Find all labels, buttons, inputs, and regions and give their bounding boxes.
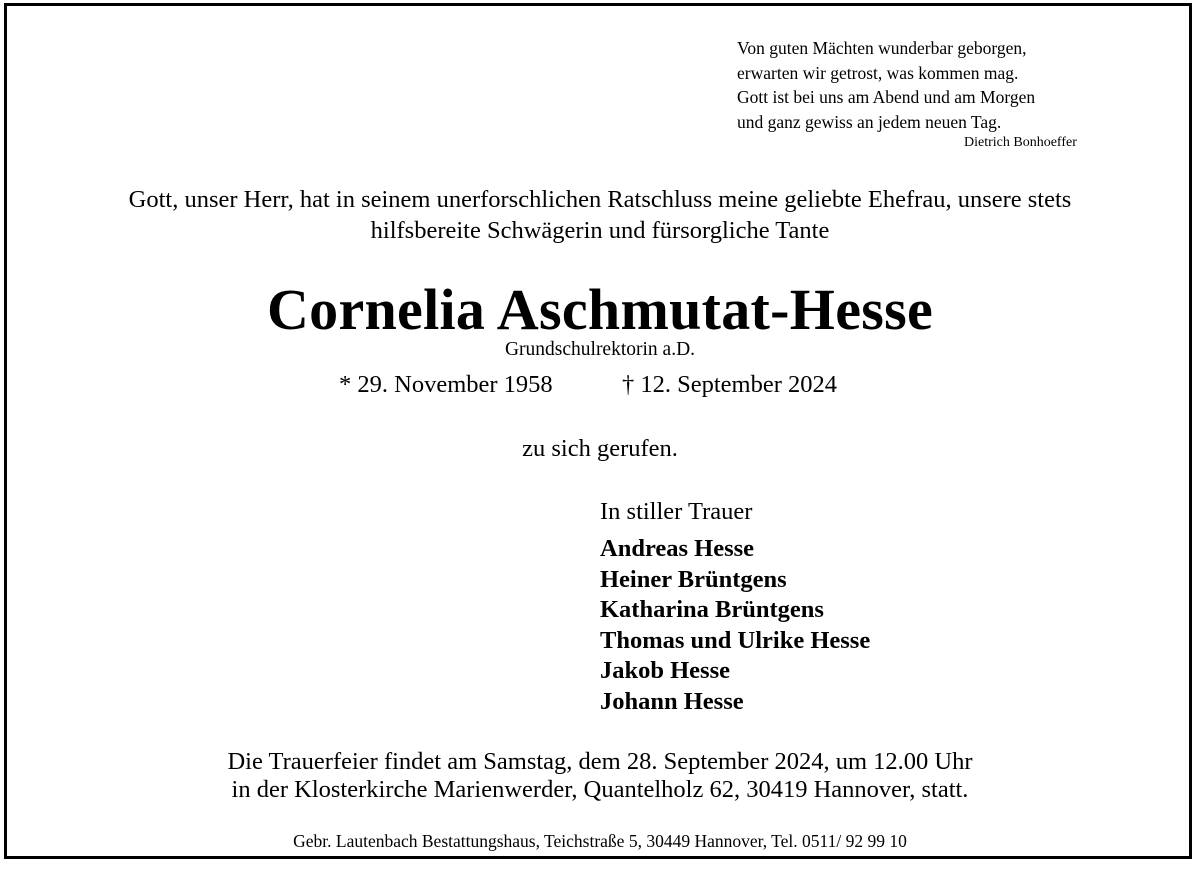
poem-line: und ganz gewiss an jedem neuen Tag. (737, 111, 1002, 132)
mourner-name: Jakob Hesse (600, 657, 731, 685)
ceremony-info-line-2: in der Klosterkirche Marienwerder, Quantelholz 62, 30419 Hannover, statt. (231, 776, 969, 803)
mourner-name: Katharina Brüntgens (600, 596, 824, 624)
mourner-name: Andreas Hesse (600, 535, 755, 562)
mourners-list (600, 534, 870, 718)
poem-line: Von guten Mächten wunderbar geborgen, (737, 38, 1027, 58)
deceased-name: Cornelia Aschmutat-Hesse (266, 277, 934, 342)
mourner-name: Heiner Brüntgens (600, 565, 787, 593)
death-date: † 12. September 2024 (622, 371, 838, 398)
funeral-home-footer: Gebr. Lautenbach Bestattungshaus, Teichstraße 5, 30449 Hannover, Tel. 0511/ 92 99 10 (293, 831, 907, 851)
poem-line: erwarten wir getrost, was kommen mag. (737, 62, 1019, 83)
deceased-profession: Grundschulrektorin a.D. (504, 339, 696, 360)
called-home-text: zu sich gerufen. (522, 435, 678, 462)
bonhoeffer-poem (737, 36, 1035, 134)
poem-line: Gott ist bei uns am Abend und am Morgen (737, 87, 1036, 107)
mourner-name: Johann Hesse (600, 687, 744, 715)
intro-text-line-2: hilfsbereite Schwägerin und fürsorgliche Tante (370, 217, 830, 244)
mourner-name: Thomas und Ulrike Hesse (600, 626, 871, 654)
mourning-label: In stiller Trauer (600, 498, 753, 525)
birth-date: * 29. November 1958 (339, 371, 553, 398)
ceremony-info-line-1: Die Trauerfeier findet am Samstag, dem 28. September 2024, um 12.00 Uhr (227, 748, 973, 775)
poem-author: Dietrich Bonhoeffer (964, 135, 1077, 150)
intro-text-line-1: Gott, unser Herr, hat in seinem unerforschlichen Ratschluss meine geliebte Ehefrau, unsere stets (128, 186, 1072, 213)
